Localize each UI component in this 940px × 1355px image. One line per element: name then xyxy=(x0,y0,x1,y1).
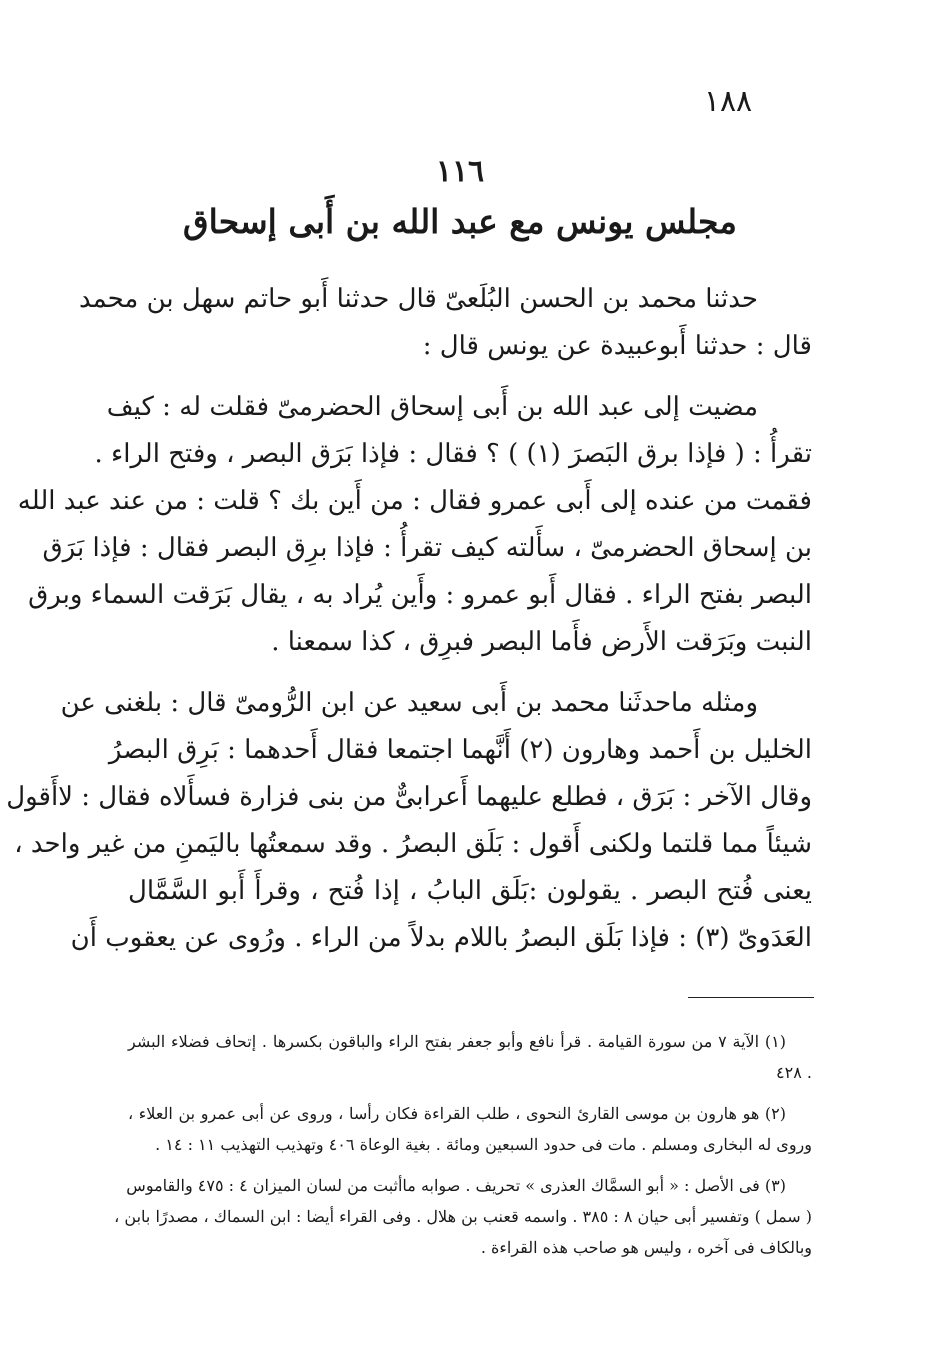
text-line: وقال الآخر : بَرَق ، فطلع عليهما أَعرابىٌّ من بنى فزارة فسأَلاه فقال : لاأَقول xyxy=(6,782,812,812)
text-line: حدثنا محمد بن الحسن البُلَعىّ قال حدثنا أَبو حاتم سهل بن محمد xyxy=(78,284,758,314)
section-title: مجلس يونس مع عبد الله بن أَبى إسحاق xyxy=(183,202,737,241)
footnote-divider xyxy=(688,997,814,998)
footnote-1 xyxy=(128,1026,812,1088)
text-line: النبت وبَرَقت الأَرض فأَما البصر فبرِق ، كذا سمعنا . xyxy=(271,627,812,657)
footnote-line: . ٤٢٨ xyxy=(776,1063,812,1082)
footnote-3 xyxy=(114,1170,812,1263)
text-line: يعنى فُتح البصر . يقولون :بَلَق البابُ ، إذا فُتح ، وقرأَ أَبو السَّمَّال xyxy=(128,876,812,906)
section-number: ١١٦ xyxy=(435,154,485,189)
text-line: الخليل بن أَحمد وهارون (٢) أَنَّهما اجتمعا فقال أَحدهما : بَرِق البصرُ xyxy=(108,735,812,765)
text-line: البصر بفتح الراء . فقال أَبو عمرو : وأَين يُراد به ، يقال بَرَقت السماء وبرق xyxy=(28,580,812,610)
footnote-line: ( سمل ) وتفسير أبى حيان ٨ : ٣٨٥ . واسمه قعنب بن هلال . وفى القراء أيضا : ابن السماك ، مصدرًا بابن ، xyxy=(114,1207,812,1226)
footnote-2 xyxy=(128,1098,812,1160)
text-line: فقمت من عنده إلى أَبى عمرو فقال : من أَين بك ؟ قلت : من عند عبد الله xyxy=(17,486,812,516)
main-text xyxy=(6,276,812,976)
text-line: العَدَوىّ (٣) : فإذا بَلَق البصرُ باللام بدلاً من الراء . ورُوى عن يعقوب أَن xyxy=(70,923,812,953)
text-line: ومثله ماحدثَنا محمد بن أَبى سعيد عن ابن الرُّومىّ قال : بلغنى عن xyxy=(60,688,758,718)
page-number: ١٨٨ xyxy=(703,84,753,119)
text-line: مضيت إلى عبد الله بن أَبى إسحاق الحضرمىّ فقلت له : كيف xyxy=(106,392,758,422)
text-line: بن إسحاق الحضرمىّ ، سأَلته كيف تقرأُ : فإذا برِق البصر فقال : فإذا بَرَق xyxy=(42,533,812,563)
footnote-line: (٢) هو هارون بن موسى القارئ النحوى ، طلب القراءة فكان رأسا ، وروى عن أبى عمرو بن العلاء ، xyxy=(128,1104,786,1123)
text-line: قال : حدثنا أَبوعبيدة عن يونس قال : xyxy=(422,331,812,361)
footnotes xyxy=(114,1026,812,1273)
paragraph-3 xyxy=(6,680,812,962)
footnote-line: وبالكاف فى آخره ، وليس هو صاحب هذه القراءة . xyxy=(480,1238,812,1257)
paragraph-2 xyxy=(17,384,812,666)
text-line: تقرأُ : ( فإذا برق البَصرَ (١) ) ؟ فقال : فإذا بَرَق البصر ، وفتح الراء . xyxy=(94,439,812,469)
footnote-line: (٣) فى الأصل : « أبو السمَّاك العذرى » تحريف . صوابه ماأثبت من لسان الميزان ٤ : ٤٧٥ والقاموس xyxy=(126,1176,786,1195)
footnote-line: وروى له البخارى ومسلم . مات فى حدود السبعين ومائة . بغية الوعاة ٤٠٦ وتهذيب التهذيب ١١ : ١٤ . xyxy=(155,1135,812,1154)
paragraph-1 xyxy=(78,276,812,370)
text-line: شيئاً مما قلتما ولكنى أَقول : بَلَق البصرُ . وقد سمعتُها باليَمنِ من غير واحد ، xyxy=(14,829,812,859)
footnote-line: (١) الآية ٧ من سورة القيامة . قرأ نافع وأبو جعفر بفتح الراء والباقون بكسرها . إتحاف فضلاء البشر xyxy=(128,1032,786,1051)
